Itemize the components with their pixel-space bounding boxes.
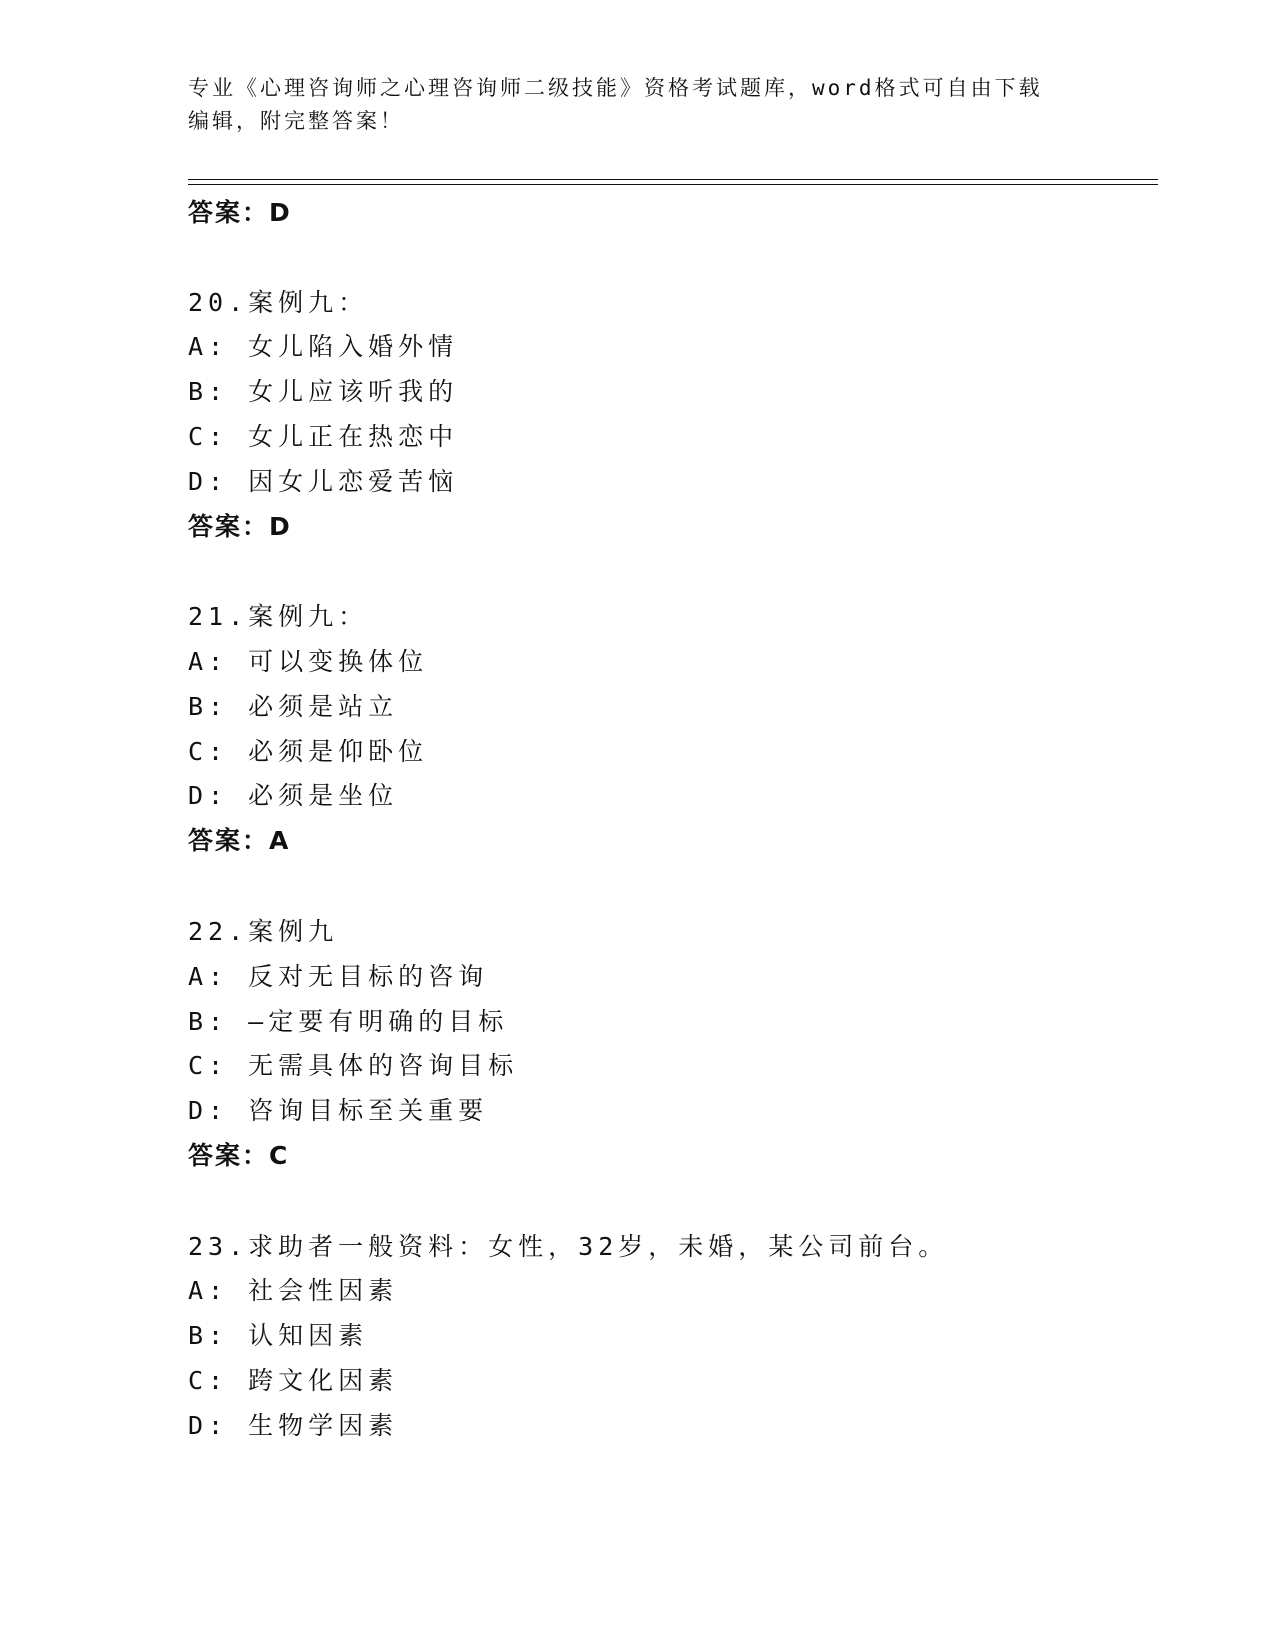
question-20-option-b: B: 女儿应该听我的 (188, 377, 459, 406)
question-23-option-b: B: 认知因素 (188, 1321, 369, 1350)
header-divider-top (188, 179, 1158, 180)
question-23-option-d: D: 生物学因素 (188, 1411, 399, 1440)
question-21-option-b: B: 必须是站立 (188, 692, 399, 721)
question-20-option-d: D: 因女儿恋爱苦恼 (188, 467, 459, 496)
question-21-option-a: A: 可以变换体位 (188, 647, 429, 676)
question-20-option-a: A: 女儿陷入婚外情 (188, 332, 459, 361)
question-20-title: 20.案例九： (188, 288, 369, 317)
question-23-option-a: A: 社会性因素 (188, 1276, 399, 1305)
question-22-option-d: D: 咨询目标至关重要 (188, 1096, 489, 1125)
document-header (188, 72, 1088, 138)
question-23-option-c: C: 跨文化因素 (188, 1366, 399, 1395)
question-21-title: 21.案例九： (188, 602, 369, 631)
question-20-answer: 答案：D (188, 512, 292, 541)
header-line-1: 专业《心理咨询师之心理咨询师二级技能》资格考试题库，word格式可自由下载 (188, 76, 1043, 100)
question-20-option-c: C: 女儿正在热恋中 (188, 422, 459, 451)
answer-previous: 答案：D (188, 198, 292, 227)
question-22-option-b: B: —定要有明确的目标 (188, 1007, 509, 1036)
question-22-answer: 答案：C (188, 1141, 290, 1170)
question-21-answer: 答案：A (188, 826, 291, 855)
question-21-option-d: D: 必须是坐位 (188, 781, 399, 810)
header-line-2: 编辑，附完整答案！ (188, 109, 404, 133)
question-23-title: 23.求助者一般资料：女性，32岁，未婚，某公司前台。 (188, 1232, 949, 1261)
question-22-option-a: A: 反对无目标的咨询 (188, 962, 489, 991)
question-22-title: 22.案例九 (188, 917, 339, 946)
question-22-option-c: C: 无需具体的咨询目标 (188, 1051, 519, 1080)
header-divider-bottom (188, 184, 1158, 185)
question-21-option-c: C: 必须是仰卧位 (188, 737, 429, 766)
